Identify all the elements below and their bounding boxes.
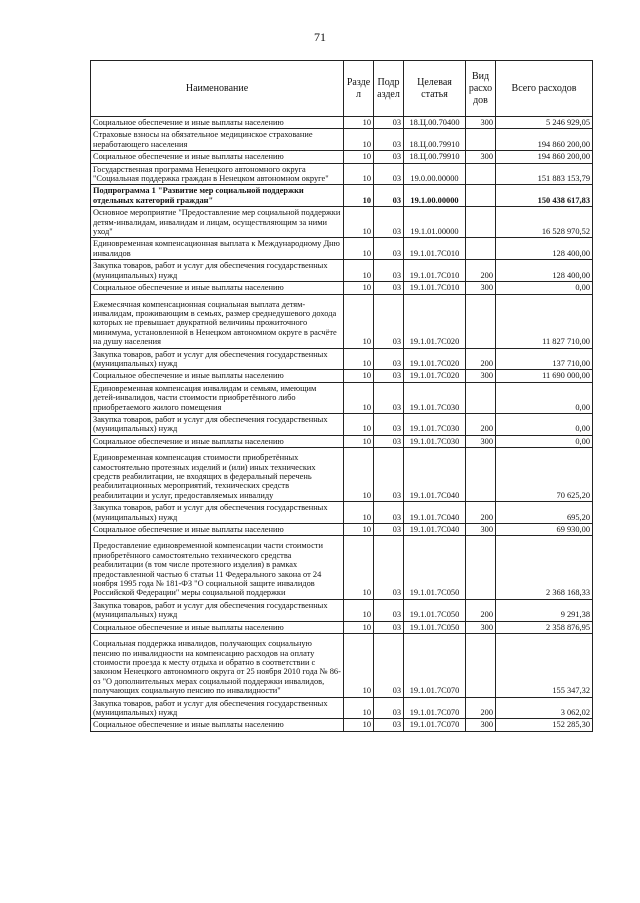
row-section: 10	[344, 129, 374, 151]
row-amount: 151 883 153,79	[496, 163, 593, 185]
row-target: 19.1.01.7С040	[404, 524, 466, 536]
row-target: 19.1.01.00000	[404, 207, 466, 238]
row-amount: 128 400,00	[496, 238, 593, 260]
row-subsection: 03	[374, 382, 404, 413]
row-subsection: 03	[374, 294, 404, 348]
row-type	[466, 207, 496, 238]
row-section: 10	[344, 719, 374, 731]
row-name: Социальное обеспечение и иные выплаты населению	[91, 719, 344, 731]
row-subsection: 03	[374, 435, 404, 447]
row-target: 19.1.01.7С070	[404, 697, 466, 719]
table-row	[91, 524, 593, 536]
row-target: 19.1.01.7С070	[404, 719, 466, 731]
row-target: 19.1.01.7С010	[404, 238, 466, 260]
row-amount: 5 246 929,05	[496, 117, 593, 129]
row-section: 10	[344, 502, 374, 524]
header-type: Вид расхо дов	[466, 61, 496, 117]
row-amount: 11 827 710,00	[496, 294, 593, 348]
table-row	[91, 294, 593, 348]
row-type: 200	[466, 260, 496, 282]
row-type	[466, 536, 496, 599]
row-name: Предоставление единовременной компенсации части стоимости приобретённого самостоятельно технического средства реабилитации (в том числе протезного изделия) в рамках предоставленной частью 6 статьи 11 Федерального закона от 24 ноября 1995 года № 181-ФЗ "О социальной защите инвалидов Российской Федерации" меры социальной поддержки	[91, 536, 344, 599]
row-subsection: 03	[374, 502, 404, 524]
row-subsection: 03	[374, 238, 404, 260]
row-section: 10	[344, 282, 374, 294]
row-type: 300	[466, 151, 496, 163]
row-subsection: 03	[374, 697, 404, 719]
row-target: 19.1.01.7С050	[404, 599, 466, 621]
row-amount: 0,00	[496, 282, 593, 294]
row-target: 18.Ц.00.70400	[404, 117, 466, 129]
row-type: 300	[466, 435, 496, 447]
row-subsection: 03	[374, 599, 404, 621]
table-row	[91, 599, 593, 621]
row-type	[466, 185, 496, 207]
row-type: 200	[466, 348, 496, 370]
row-target: 19.1.01.7С050	[404, 621, 466, 633]
row-type: 300	[466, 621, 496, 633]
row-name: Закупка товаров, работ и услуг для обеспечения государственных (муниципальных) нужд	[91, 348, 344, 370]
row-type: 200	[466, 413, 496, 435]
table-row	[91, 448, 593, 502]
table-row	[91, 370, 593, 382]
row-name: Социальное обеспечение и иные выплаты населению	[91, 370, 344, 382]
row-subsection: 03	[374, 370, 404, 382]
table-row	[91, 185, 593, 207]
row-section: 10	[344, 435, 374, 447]
row-amount: 152 285,30	[496, 719, 593, 731]
row-section: 10	[344, 185, 374, 207]
row-target: 19.1.01.7С030	[404, 382, 466, 413]
row-name: Закупка товаров, работ и услуг для обеспечения государственных (муниципальных) нужд	[91, 260, 344, 282]
row-section: 10	[344, 621, 374, 633]
row-name: Подпрограмма 1 "Развитие мер социальной поддержки отдельных категорий граждан"	[91, 185, 344, 207]
row-amount: 0,00	[496, 413, 593, 435]
table-row	[91, 697, 593, 719]
row-section: 10	[344, 448, 374, 502]
table-row	[91, 282, 593, 294]
row-type: 300	[466, 282, 496, 294]
row-section: 10	[344, 370, 374, 382]
row-amount: 2 368 168,33	[496, 536, 593, 599]
row-section: 10	[344, 163, 374, 185]
row-type	[466, 634, 496, 697]
row-type	[466, 448, 496, 502]
row-name: Основное мероприятие "Предоставление мер социальной поддержки детям-инвалидам, инвалидам и лицам, осуществляющим за ними уход"	[91, 207, 344, 238]
table-row	[91, 163, 593, 185]
table-row	[91, 260, 593, 282]
row-name: Социальное обеспечение и иные выплаты населению	[91, 621, 344, 633]
row-subsection: 03	[374, 634, 404, 697]
row-section: 10	[344, 536, 374, 599]
row-name: Социальное обеспечение и иные выплаты населению	[91, 524, 344, 536]
row-amount: 0,00	[496, 435, 593, 447]
table-row	[91, 151, 593, 163]
budget-table	[90, 60, 593, 732]
row-type	[466, 238, 496, 260]
row-type	[466, 382, 496, 413]
row-subsection: 03	[374, 282, 404, 294]
table-row	[91, 502, 593, 524]
row-name: Социальное обеспечение и иные выплаты населению	[91, 151, 344, 163]
table-row	[91, 634, 593, 697]
row-name: Единовременная компенсация инвалидам и семьям, имеющим детей-инвалидов, части стоимости приобретённого либо приобретаемого жилого помещения	[91, 382, 344, 413]
row-subsection: 03	[374, 260, 404, 282]
row-name: Социальное обеспечение и иные выплаты населению	[91, 435, 344, 447]
row-name: Закупка товаров, работ и услуг для обеспечения государственных (муниципальных) нужд	[91, 413, 344, 435]
row-amount: 16 528 970,52	[496, 207, 593, 238]
row-name: Государственная программа Ненецкого автономного округа "Социальная поддержка граждан в Ненецком автономном округе"	[91, 163, 344, 185]
row-amount: 194 860 200,00	[496, 151, 593, 163]
row-section: 10	[344, 382, 374, 413]
row-section: 10	[344, 151, 374, 163]
table-row	[91, 117, 593, 129]
table-row	[91, 348, 593, 370]
row-name: Закупка товаров, работ и услуг для обеспечения государственных (муниципальных) нужд	[91, 697, 344, 719]
row-section: 10	[344, 294, 374, 348]
row-amount: 11 690 000,00	[496, 370, 593, 382]
table-row	[91, 413, 593, 435]
row-subsection: 03	[374, 207, 404, 238]
row-name: Закупка товаров, работ и услуг для обеспечения государственных (муниципальных) нужд	[91, 599, 344, 621]
row-subsection: 03	[374, 448, 404, 502]
row-section: 10	[344, 697, 374, 719]
row-name: Социальное обеспечение и иные выплаты населению	[91, 117, 344, 129]
row-type: 200	[466, 502, 496, 524]
row-type: 200	[466, 599, 496, 621]
row-target: 19.1.01.7С070	[404, 634, 466, 697]
row-target: 19.1.01.7С010	[404, 282, 466, 294]
table-header-row	[91, 61, 593, 117]
header-name: Наименование	[91, 61, 344, 117]
row-name: Социальная поддержка инвалидов, получающих социальную пенсию по инвалидности на компенсацию расходов на оплату стоимости проезда к месту отдыха и обратно в соответствии с законом Ненецкого автономного округа от 25 ноября 2010 года № 86-оз "О дополнительных мерах социальной поддержки инвалидов, получающих социальную пенсию по инвалидности"	[91, 634, 344, 697]
row-amount: 194 860 200,00	[496, 129, 593, 151]
row-type: 300	[466, 370, 496, 382]
row-target: 19.1.01.7С040	[404, 502, 466, 524]
row-type: 300	[466, 117, 496, 129]
header-subsection: Подр аздел	[374, 61, 404, 117]
row-type	[466, 294, 496, 348]
row-section: 10	[344, 117, 374, 129]
row-type: 300	[466, 719, 496, 731]
header-section: Разде л	[344, 61, 374, 117]
row-amount: 70 625,20	[496, 448, 593, 502]
row-amount: 128 400,00	[496, 260, 593, 282]
row-amount: 695,20	[496, 502, 593, 524]
row-amount: 150 438 617,83	[496, 185, 593, 207]
row-subsection: 03	[374, 536, 404, 599]
row-target: 18.Ц.00.79910	[404, 129, 466, 151]
row-section: 10	[344, 348, 374, 370]
row-target: 19.1.01.7С020	[404, 348, 466, 370]
row-target: 19.1.01.7С030	[404, 413, 466, 435]
row-type	[466, 163, 496, 185]
row-subsection: 03	[374, 621, 404, 633]
row-section: 10	[344, 599, 374, 621]
header-total: Всего расходов	[496, 61, 593, 117]
row-name: Единовременная компенсация стоимости приобретённых самостоятельно протезных изделий и (или) иных технических средств реабилитации, не входящих в федеральный перечень реабилитационных мероприятий, технических средств реабилитации и услуг, предоставляемых инвалиду	[91, 448, 344, 502]
page-number: 71	[314, 30, 326, 44]
row-amount: 2 358 876,95	[496, 621, 593, 633]
row-target: 19.1.01.7С010	[404, 260, 466, 282]
row-amount: 9 291,38	[496, 599, 593, 621]
row-subsection: 03	[374, 348, 404, 370]
header-target: Целевая статья	[404, 61, 466, 117]
table-row	[91, 382, 593, 413]
row-subsection: 03	[374, 185, 404, 207]
table-row	[91, 129, 593, 151]
row-target: 18.Ц.00.79910	[404, 151, 466, 163]
row-target: 19.1.01.7С020	[404, 294, 466, 348]
row-target: 19.1.01.7С050	[404, 536, 466, 599]
row-type	[466, 129, 496, 151]
row-target: 19.1.01.7С020	[404, 370, 466, 382]
row-subsection: 03	[374, 129, 404, 151]
row-type: 200	[466, 697, 496, 719]
table-body	[91, 117, 593, 732]
row-type: 300	[466, 524, 496, 536]
row-target: 19.1.00.00000	[404, 185, 466, 207]
row-amount: 155 347,32	[496, 634, 593, 697]
table-row	[91, 621, 593, 633]
row-name: Закупка товаров, работ и услуг для обеспечения государственных (муниципальных) нужд	[91, 502, 344, 524]
row-amount: 0,00	[496, 382, 593, 413]
row-subsection: 03	[374, 524, 404, 536]
row-subsection: 03	[374, 413, 404, 435]
table-row	[91, 207, 593, 238]
row-target: 19.1.01.7С040	[404, 448, 466, 502]
row-section: 10	[344, 413, 374, 435]
table-row	[91, 435, 593, 447]
row-amount: 69 930,00	[496, 524, 593, 536]
row-section: 10	[344, 207, 374, 238]
row-name: Страховые взносы на обязательное медицинское страхование неработающего населения	[91, 129, 344, 151]
table-row	[91, 238, 593, 260]
row-section: 10	[344, 260, 374, 282]
row-subsection: 03	[374, 117, 404, 129]
row-amount: 3 062,02	[496, 697, 593, 719]
table-row	[91, 719, 593, 731]
row-section: 10	[344, 524, 374, 536]
row-name: Социальное обеспечение и иные выплаты населению	[91, 282, 344, 294]
row-target: 19.1.01.7С030	[404, 435, 466, 447]
table-row	[91, 536, 593, 599]
row-subsection: 03	[374, 719, 404, 731]
row-name: Ежемесячная компенсационная социальная выплата детям-инвалидам, проживающим в семьях, размер среднедушевого дохода которых не превышает двукратной величины прожиточного минимума, установленной в Ненецком автономном округе в расчёте на душу населения	[91, 294, 344, 348]
row-subsection: 03	[374, 151, 404, 163]
row-section: 10	[344, 238, 374, 260]
row-name: Единовременная компенсационная выплата к Международному Дню инвалидов	[91, 238, 344, 260]
row-subsection: 03	[374, 163, 404, 185]
row-target: 19.0.00.00000	[404, 163, 466, 185]
row-section: 10	[344, 634, 374, 697]
row-amount: 137 710,00	[496, 348, 593, 370]
